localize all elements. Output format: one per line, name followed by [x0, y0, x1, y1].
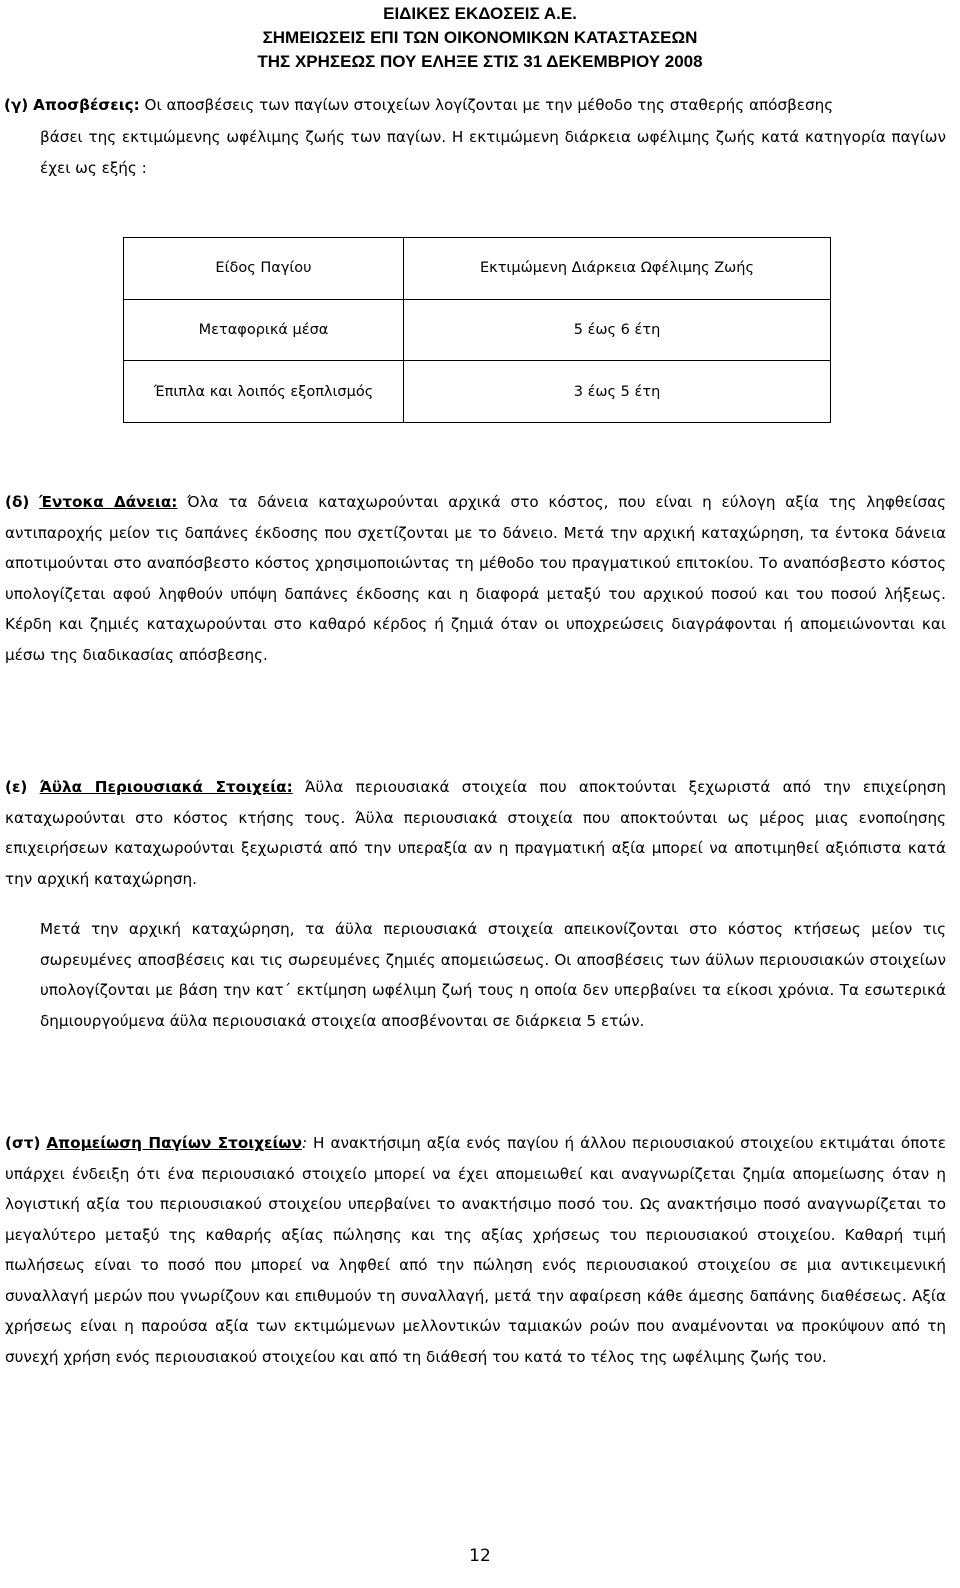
- section-e-label: (ε): [5, 778, 28, 796]
- section-st: [5, 1128, 946, 1372]
- section-g-body: [40, 122, 946, 183]
- document-header: [0, 2, 960, 74]
- section-e: [5, 772, 946, 894]
- table-header-cell: Εκτιμώμενη Διάρκεια Ωφέλιμης Ζωής: [404, 238, 831, 300]
- section-d: [5, 487, 946, 670]
- section-g-heading: [4, 90, 948, 121]
- section-st-text: Η ανακτήσιμη αξία ενός παγίου ή άλλου περιουσιακού στοιχείου εκτιμάται όποτε υπάρχει ένδειξη ότι ένα περιουσιακό στοιχείο μπορεί να έχει απομειωθεί και αναγνωρίζεται ζημία απομείωσης όταν η λογιστική αξία του περιουσιακού στοιχείου υπερβαίνει το ανακτήσιμο ποσό του. Ως ανακτήσιμο ποσό αναγνωρίζεται το μεγαλύτερο μεταξύ της καθαρής αξίας πώλησης και της αξίας χρήσεως του περιουσιακού στοιχείου. Καθαρή τιμή πωλήσεως είναι το ποσό που μπορεί να ληφθεί από την πώληση ενός περιουσιακού στοιχείου σε μια αντικειμενική συναλλαγή μερών που γνωρίζουν και επιθυμούν τη συναλλαγή, μετά την αφαίρεση κάθε άμεσης δαπάνης διαθέσεως. Αξία χρήσεως είναι η παρούσα αξία των εκτιμώμενων μελλοντικών ταμιακών ροών που αναμένονται να προκύψουν από τη συνεχή χρήση ενός περιουσιακού στοιχείου και από τη διάθεσή του κατά το τέλος της ωφέλιμης ζωής του.: [5, 1134, 947, 1366]
- table-header-cell: Είδος Παγίου: [124, 238, 404, 300]
- section-e-text-1: Άϋλα περιουσιακά στοιχεία που αποκτούνται ξεχωριστά από την επιχείρηση καταχωρούνται στο κόστος κτήσης τους. Άϋλα περιουσιακά στοιχεία που αποκτούνται ως μέρος μιας ενοποίησης επιχειρήσεων καταχωρούνται ξεχωριστά από την υπεραξία αν η πραγματική αξία μπορεί να αποτιμηθεί αξιόπιστα κατά την αρχική καταχώρηση.: [5, 778, 947, 888]
- section-e-paragraph-2: [40, 914, 946, 1036]
- table-row: [124, 299, 831, 361]
- section-st-title: Απομείωση Παγίων Στοιχείων: [46, 1134, 302, 1152]
- section-g-label: (γ): [4, 96, 29, 114]
- section-st-label: (στ): [5, 1134, 41, 1152]
- section-d-label: (δ): [5, 493, 30, 511]
- page-number: 12: [469, 1546, 491, 1566]
- fiscal-year-title: ΤΗΣ ΧΡΗΣΕΩΣ ΠΟΥ ΕΛΗΞΕ ΣΤΙΣ 31 ΔΕΚΕΜΒΡΙΟΥ 2008: [257, 52, 703, 71]
- notes-title: ΣΗΜΕΙΩΣΕΙΣ ΕΠΙ ΤΩΝ ΟΙΚΟΝΟΜΙΚΩΝ ΚΑΤΑΣΤΑΣΕΩΝ: [262, 28, 698, 47]
- section-d-text: Όλα τα δάνεια καταχωρούνται αρχικά στο κόστος, που είναι η εύλογη αξία της ληφθείσας αντιπαροχής μείον τις δαπάνες έκδοσης που σχετίζονται με το δάνειο. Μετά την αρχική καταχώρηση, τα έντοκα δάνεια αποτιμούνται στο αναπόσβεστο κόστος χρησιμοποιώντας τη μέθοδο του πραγματικού επιτοκίου. Το αναπόσβεστο κόστος υπολογίζεται αφού ληφθούν υπόψη δαπάνες έκδοσης και η διαφορά μεταξύ του αρχικού ποσού και του ποσού λήξεως. Κέρδη και ζημιές καταχωρούνται στο καθαρό κέρδος ή ζημιά όταν οι υποχρεώσεις διαγράφονται ή απομειώνονται και μέσω της διαδικασίας απόσβεσης.: [5, 493, 947, 664]
- table-row: [124, 361, 831, 423]
- section-g-title: Αποσβέσεις:: [33, 96, 140, 114]
- section-g-first-line: Οι αποσβέσεις των παγίων στοιχείων λογίζονται με την μέθοδο της σταθερής απόσβεσης: [144, 96, 834, 114]
- section-g-text: βάσει της εκτιμώμενης ωφέλιμης ζωής των παγίων. Η εκτιμώμενη διάρκεια ωφέλιμης ζωής κατά κατηγορία παγίων έχει ως εξής :: [40, 128, 946, 177]
- table-header-row: [124, 238, 831, 300]
- section-e-title: Άϋλα Περιουσιακά Στοιχεία:: [39, 778, 293, 796]
- table-cell: Έπιπλα και λοιπός εξοπλισμός: [124, 361, 404, 423]
- company-name: ΕΙΔΙΚΕΣ ΕΚΔΟΣΕΙΣ Α.Ε.: [383, 4, 577, 23]
- section-d-title: Έντοκα Δάνεια:: [39, 493, 178, 511]
- useful-life-table: [123, 237, 831, 423]
- section-st-colon: :: [301, 1134, 308, 1152]
- table-cell: Μεταφορικά μέσα: [124, 299, 404, 361]
- section-e-text-2: Μετά την αρχική καταχώρηση, τα άϋλα περιουσιακά στοιχεία απεικονίζονται στο κόστος κτήσεως μείον τις σωρευμένες αποσβέσεις και τις σωρευμένες ζημιές απομειώσεως. Οι αποσβέσεις των άϋλων περιουσιακών στοιχείων υπολογίζονται με βάση την κατ΄ εκτίμηση ωφέλιμη ζωή τους η οποία δεν υπερβαίνει τα είκοσι χρόνια. Τα εσωτερικά δημιουργούμενα άϋλα περιουσιακά στοιχεία αποσβένονται σε διάρκεια 5 ετών.: [40, 920, 946, 1030]
- table-cell: 3 έως 5 έτη: [404, 361, 831, 423]
- table-cell: 5 έως 6 έτη: [404, 299, 831, 361]
